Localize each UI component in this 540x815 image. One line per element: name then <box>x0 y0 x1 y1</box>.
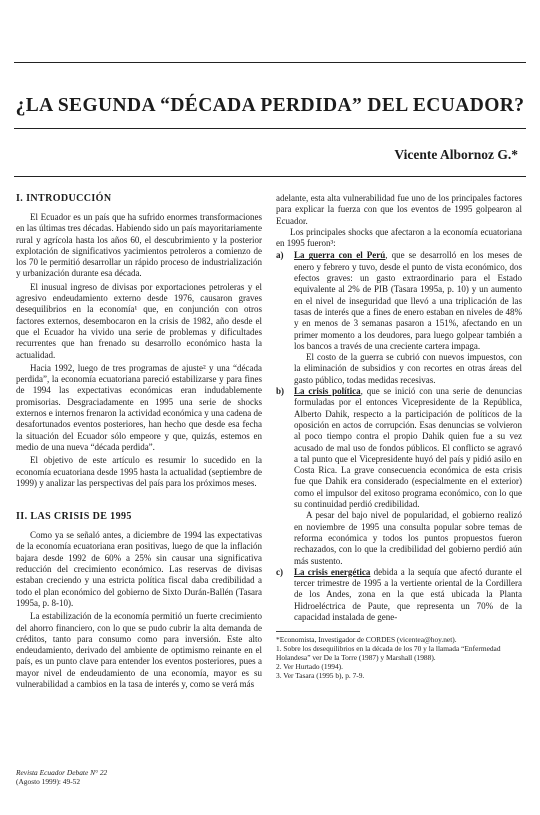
crisis-paragraph-1: Como ya se señaló antes, a diciembre de 1994 las expectativas de la economía ecuatoriana eran positivas, luego de que la inflación bajara desde 1992 de 60% a 25% sin causar una significativa reducción del crecimiento económico. Las reservas de divisas estaban creciendo y una estricta política fiscal daba credibilidad a todo el plan económico del gobierno de Sixto Durán-Ballén (Tasara 1995a, p. 8-10). <box>16 530 262 608</box>
article-title: ¿LA SEGUNDA “DÉCADA PERDIDA” DEL ECUADOR? <box>15 95 525 116</box>
crisis-paragraph-2: La estabilización de la economía permitió un fuerte crecimiento del ahorro financiero, con lo que se pudo cubrir la alta demanda de créditos, tanto para consumo como para inversión. Este alto endeudamiento, derivado del ambiente de optimismo reinante en el país, es un punto clave para entender los eventos posteriores, pues a mayor nivel de endeudamiento de una economía, mayor es su vulnerabilidad a cambios en la tasa de interés y, como se verá más <box>16 611 262 689</box>
top-rule <box>14 62 526 63</box>
footnote-author: *Economista, Investigador de CORDES (vicentea@hoy.net). <box>276 635 457 645</box>
list-marker: c) <box>276 566 283 577</box>
intro-paragraph-3: Hacia 1992, luego de tres programas de ajuste² y una “década perdida”, la economía ecuatoriana pareció estabilizarse y para fines de 1994 las expectativas económicas eran indudablemente promisorias. Desgraciadamente en 1995 una serie de shocks externos e internos frenaron la actividad económica y una cadena de desafortunados eventos posteriores, han hecho que desde esa fecha la situación del Ecuador sólo empeore y que, quizás, estemos en medio de una nueva “década perdida”. <box>16 362 262 452</box>
list-marker: a) <box>276 250 284 261</box>
list-item <box>276 567 522 623</box>
list-item-subparagraph: El costo de la guerra se cubrió con nuevos impuestos, con la eliminación de subsidios y con recortes en otras áreas del gasto público, todas medidas recesivas. <box>294 352 522 385</box>
list-marker: b) <box>276 386 285 397</box>
list-item-lead: La crisis política <box>294 386 361 397</box>
shocks-intro: Los principales shocks que afectaron a la economía ecuatoriana en 1995 fueron³: <box>276 226 522 249</box>
continuation-paragraph: adelante, esta alta vulnerabilidad fue uno de los principales factores para explicar la fuerza con que los eventos de 1995 golpearon al Ecuador. <box>276 193 522 226</box>
section-heading-introduccion: I. INTRODUCCIÓN <box>16 193 112 204</box>
list-item-text: , que se inició con una serie de denuncias formuladas por el entonces Vicepresidente de la República, Alberto Dahik, respecto a la participación de políticos de la oposición en actos de corrupción. Esas denuncias se volvieron al poco tiempo contra el propio Dahik quien fue a su vez acusado de mal uso de fondos públicos. El conflicto se agravó a tal punto que el Vicepresidente huyó del país y pidió asilo en Costa Rica. La grave consecuencia económica de esta crisis fue que Dahik era considerado (especialmente en el exterior) como el impulsor del exitoso programa económico, con lo que su continuidad perdió credibilidad. <box>294 386 522 510</box>
shocks-list <box>276 250 522 623</box>
right-column <box>276 193 522 680</box>
list-item-subparagraph: A pesar del bajo nivel de popularidad, el gobierno realizó en noviembre de 1995 una consulta popular sobre temas de reforma económica y todos los puntos propuestos fueron rechazados, con lo que la credibilidad del gobierno perdió aún más sustento. <box>294 510 522 566</box>
list-item <box>276 250 522 352</box>
list-item <box>276 386 522 510</box>
intro-paragraph-1: El Ecuador es un país que ha sufrido enormes transformaciones en las últimas tres décadas. Habiendo sido un país mayoritariamente rural y agrícola hasta los años 60, el descubrimiento y la posterior explotación de significativos yacimientos petroleros a comienzo de los 70 le permitió desarrollar un rápido proceso de industrialización y urbanización durante esa década. <box>16 212 262 279</box>
footnote-2: 2. Ver Hurtado (1994). <box>276 662 343 672</box>
footnote-divider <box>276 631 360 632</box>
footnote-1: 1. Sobre los desequilibrios en la década de los 70 y la llamada “Enfermedad Holandesa” ver De la Torre (1987) y Marshall (1988). <box>276 644 501 663</box>
journal-pages: (Agosto 1999): 49-52 <box>16 777 81 786</box>
intro-paragraph-2: El inusual ingreso de divisas por exportaciones petroleras y el agresivo endeudamiento externo desde 1976, causaron graves desequilibrios en la economía¹ que, en conjunción con otros factores externos, desembocaron en la crisis de 1982, año desde el que el Ecuador ha vivido una serie de problemas y dificultades recurrentes que han frenado su desarrollo económico hasta la actualidad. <box>16 281 262 360</box>
section-heading-crisis-1995: II. LAS CRISIS DE 1995 <box>16 511 132 523</box>
list-item-text: , que se desarrolló en los meses de enero y febrero y tuvo, desde el punto de vista económico, dos efectos graves: un gasto extraordinario para el Estado equivalente al 2% de PIB (Tasara 1995a, p. 10) y un aumento en el nivel de inseguridad que llevó a una triplicación de las tasas de interés que a fines de enero estaban en niveles de 48% y en menos de 3 semanas pasaron a 151%, afectando en un primer momento a los deudores, para luego golpear también a los bancos a través de una creciente cartera impaga. <box>294 250 523 351</box>
journal-name: Revista Ecuador Debate N° 22 <box>16 768 108 777</box>
list-item-lead: La crisis energética <box>294 566 371 577</box>
intro-paragraph-4: El objetivo de este artículo es resumir lo sucedido en la economía ecuatoriana desde 1995 hasta la actualidad (septiembre de 1999) y analizar las perspectivas del país para los próximos meses. <box>16 455 262 488</box>
list-item-lead: La guerra con el Perú <box>294 250 386 261</box>
title-rule <box>14 128 526 129</box>
footnote-3: 3. Ver Tasara (1995 b), p. 7-9. <box>276 671 365 681</box>
author-rule <box>14 176 526 177</box>
list-item-text: debida a la sequía que afectó durante el tercer trimestre de 1995 a la vertiente oriental de la Cordillera de los Andes, zona en la que está ubicada la Planta Hidroeléctrica de Paute, que representa un 70% de la capacidad instalada de gene- <box>294 566 522 622</box>
article-author: Vicente Albornoz G.* <box>394 147 518 162</box>
left-column <box>16 193 262 690</box>
journal-footer <box>16 768 107 786</box>
